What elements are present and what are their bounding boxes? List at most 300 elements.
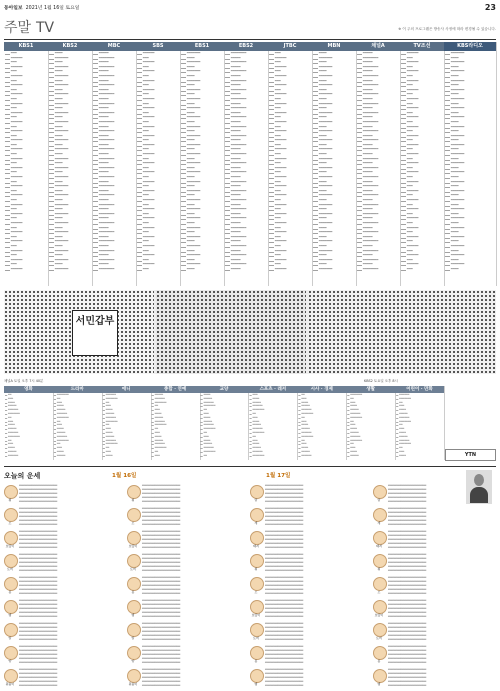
program-line: ▁ ━━━━ <box>53 403 64 408</box>
columnist-photo <box>466 470 492 504</box>
program-line: ▁▁ ━━━━ <box>313 96 327 101</box>
cable-column <box>151 386 201 460</box>
channel-column <box>312 42 357 286</box>
zodiac-entry <box>127 667 246 687</box>
program-line: ▁ ━━ <box>298 392 305 396</box>
program-line: ▁ ━━━━ <box>396 452 406 457</box>
program-line: ▁▁ ━━━━━ <box>93 51 109 55</box>
zodiac-name: 쥐 <box>131 498 135 502</box>
program-line: ▁▁ ━━━━━━━━ <box>357 55 379 60</box>
program-line: ▁▁ ━━━━━━ <box>5 73 23 78</box>
program-line: ▁▁ ━━━ <box>269 170 281 175</box>
program-line: ▁ ━━━━━━━ <box>151 399 167 404</box>
zodiac-icon <box>373 646 387 660</box>
program-line: ▁▁ ━━━━━ <box>357 60 373 65</box>
fortune-text: ━━━━━━━━━━━━━━━━━━━━━━ ━━━━━━━━━━━━━━━━━━━━━━ ━━━━━━━━━━━━━━━━━━━━━━ ━━━━━━━━━━━━━━━━━━━━━━ ━━━━━━━━━━━━━━━━━━━━━━ <box>19 621 58 641</box>
zodiac-icon <box>4 577 18 591</box>
channel-header: MBC <box>92 42 136 51</box>
zodiac-entry <box>4 598 123 620</box>
program-line: ▁ ━━━━━ <box>249 445 261 450</box>
program-line: ▁▁ ━━━━ <box>445 64 459 69</box>
program-line: ▁▁ ━━━ <box>269 60 281 65</box>
program-line: ▁▁ ━━━━━━━ <box>49 230 69 235</box>
program-line: ▁ ━━━ <box>53 422 62 427</box>
program-line: ▁▁ ━━━━━━ <box>5 175 23 180</box>
program-line: ▁▁ ━━━━━━━ <box>49 193 69 198</box>
program-line: ▁▁ ━━━━ <box>49 170 63 175</box>
program-line: ▁▁ ━━━━━━━ <box>49 110 69 115</box>
program-line: ▁▁ ━━━ <box>5 106 17 111</box>
program-line: ▁▁ ━━━━━━━ <box>313 55 333 60</box>
program-line: ▁▁ ━━━━━━━ <box>313 266 333 271</box>
fortune-text: ━━━━━━━━━━━━━━━━━━━━━━ ━━━━━━━━━━━━━━━━━━━━━━ ━━━━━━━━━━━━━━━━━━━━━━ ━━━━━━━━━━━━━━━━━━━━━━ ━━━━━━━━━━━━━━━━━━━━━━ <box>388 644 427 664</box>
program-line: ▁▁ ━━━━ <box>49 152 63 157</box>
program-line: ▁▁ ━━━━━ <box>93 78 109 83</box>
program-line: ▁▁ ━━━━ <box>181 92 195 97</box>
program-line: ▁ ━━━ <box>396 403 405 408</box>
program-line: ▁▁ ━━━━━━ <box>137 179 155 184</box>
program-line: ▁▁ ━━━━━━━━ <box>93 202 115 207</box>
program-line: ▁ ━━━━ <box>396 407 406 412</box>
program-line: ▁▁ ━━━━ <box>49 60 63 65</box>
program-line: ▁▁ ━━━━ <box>445 239 459 244</box>
program-line: ▁▁ ━━━━━━━ <box>445 234 465 239</box>
program-line: ▁▁ ━━━━ <box>181 119 195 124</box>
zodiac-icon <box>250 669 264 683</box>
program-line: ▁▁ ━━━━━━ <box>5 211 23 216</box>
channel-column <box>92 42 137 286</box>
program-line: ▁▁ ━━━━━━━ <box>181 51 201 55</box>
program-line: ▁▁ ━━━━━━━ <box>313 156 333 161</box>
zodiac-entry <box>373 552 466 574</box>
program-line: ▁ ━━━━ <box>102 429 113 434</box>
program-line: ▁▁ ━━━ <box>137 193 149 198</box>
fortune-column <box>4 483 123 687</box>
zodiac-entry <box>127 483 246 505</box>
fortune-text: ━━━━━━━━━━━━━━━━━━━━━━ ━━━━━━━━━━━━━━━━━━━━━━ ━━━━━━━━━━━━━━━━━━━━━━ ━━━━━━━━━━━━━━━━━━━━━━ ━━━━━━━━━━━━━━━━━━━━━━ <box>19 644 58 664</box>
program-line: ▁ ━━━━━━ <box>249 448 263 453</box>
program-line: ▁▁ ━━━━ <box>49 106 63 111</box>
program-line: ▁▁ ━━━━━ <box>357 170 373 175</box>
program-line: ▁▁ ━━━━ <box>49 216 63 221</box>
program-line: ▁ ━━━━━━━ <box>5 433 20 438</box>
program-line: ▁▁ ━━━ <box>401 101 413 106</box>
program-line: ▁ ━━━━━ <box>53 429 66 434</box>
program-line: ▁ ━━━━━ <box>347 407 359 412</box>
cable-header: 생활 <box>346 386 395 393</box>
channel-column <box>224 42 269 286</box>
program-line: ▁▁ ━━━ <box>137 119 149 124</box>
program-line: ▁▁ ━━━━ <box>181 248 195 253</box>
program-line: ▁▁ ━━━━━━━ <box>445 152 465 157</box>
program-line: ▁▁ ━━━━━━━ <box>49 220 69 225</box>
program-line: ▁▁ ━━━━━━━━ <box>357 101 379 106</box>
program-line: ▁▁ ━━━ <box>269 188 281 193</box>
program-line: ▁▁ ━━━━ <box>313 78 327 83</box>
program-line: ▁▁ ━━━━ <box>49 69 63 74</box>
program-line: ▁▁ ━━━ <box>401 83 413 88</box>
program-line: ▁ ━━━━━━ <box>347 433 361 438</box>
program-line: ▁▁ ━━━ <box>5 78 17 83</box>
program-line: ▁▁ ━━━━━━━━ <box>357 83 379 88</box>
cable-column <box>53 386 103 460</box>
zodiac-icon <box>127 623 141 637</box>
program-line: ▁▁ ━━━━━━━ <box>313 138 333 143</box>
program-line: ▁▁ ━━━━ <box>313 152 327 157</box>
fortune-text: ━━━━━━━━━━━━━━━━━━━━━━ ━━━━━━━━━━━━━━━━━━━━━━ ━━━━━━━━━━━━━━━━━━━━━━ ━━━━━━━━━━━━━━━━━━━━━━ ━━━━━━━━━━━━━━━━━━━━━━ <box>142 529 181 549</box>
program-line: ▁▁ ━━━━━━ <box>5 257 23 262</box>
program-line: ▁▁ ━━━ <box>401 266 413 271</box>
zodiac-name: 토끼 <box>7 567 13 571</box>
program-line: ▁▁ ━━━━━━━ <box>181 170 201 175</box>
cable-column <box>4 386 54 460</box>
program-line: ▁ ━━━━━━ <box>200 445 214 450</box>
zodiac-name: 뱀 <box>8 613 12 617</box>
program-line: ▁ ━━ <box>53 441 61 446</box>
zodiac-icon <box>250 577 264 591</box>
program-line: ▁▁ ━━━━━━━ <box>181 225 201 230</box>
program-line: ▁▁ ━━━━━━━ <box>313 110 333 115</box>
zodiac-icon <box>4 485 18 499</box>
program-line: ▁▁ ━━━━ <box>445 175 459 180</box>
program-line: ▁▁ ━━━━ <box>445 129 459 134</box>
program-line: ▁ ━━━━ <box>347 403 357 408</box>
tv-schedule-grid <box>4 42 496 286</box>
photo-3 <box>308 290 496 374</box>
program-line: ▁▁ ━━━━ <box>445 202 459 207</box>
zodiac-name: 뱀 <box>254 682 258 686</box>
fortune-text: ━━━━━━━━━━━━━━━━━━━━━━ ━━━━━━━━━━━━━━━━━━━━━━ ━━━━━━━━━━━━━━━━━━━━━━ ━━━━━━━━━━━━━━━━━━━━━━ ━━━━━━━━━━━━━━━━━━━━━━ <box>142 667 181 687</box>
program-line: ▁▁ ━━━━ <box>181 239 195 244</box>
zodiac-name: 돼지 <box>376 544 382 548</box>
program-line: ▁ ━━━━━ <box>5 426 17 431</box>
program-line: ▁ ━━━━━━ <box>5 429 19 434</box>
zodiac-entry <box>373 483 466 505</box>
program-line: ▁▁ ━━━━━ <box>225 211 241 216</box>
zodiac-name: 쥐 <box>8 498 12 502</box>
zodiac-entry <box>373 598 466 620</box>
program-line: ▁▁ ━━━━━━━ <box>313 101 333 106</box>
program-line: ▁▁ ━━━━━━ <box>137 124 155 129</box>
program-line: ▁▁ ━━━━━ <box>357 87 373 92</box>
program-line: ▁▁ ━━━━ <box>445 119 459 124</box>
program-line: ▁▁ ━━━━━━ <box>5 202 23 207</box>
program-line: ▁▁ ━━━━━━━ <box>181 262 201 267</box>
program-line: ▁▁ ━━━━━━━ <box>49 165 69 170</box>
program-line: ▁ ━━━━━━ <box>5 452 19 457</box>
program-line: ▁▁ ━━━━━━ <box>5 101 23 106</box>
program-line: ▁ ━━ <box>151 448 159 453</box>
fortune-title: 오늘의 운세 <box>4 472 41 480</box>
program-line: ▁ ━━━━━━━ <box>102 395 118 400</box>
program-line: ▁▁ ━━━━━━ <box>5 83 23 88</box>
program-line: ▁▁ ━━━━━━ <box>269 83 287 88</box>
program-line: ▁▁ ━━━━━━━━ <box>357 156 379 161</box>
program-line: ▁▁ ━━━━━━ <box>137 262 155 267</box>
program-line: ▁▁ ━━━━━ <box>225 220 241 225</box>
zodiac-icon <box>373 531 387 545</box>
channel-header: TV조선 <box>400 42 444 51</box>
program-line: ▁ ━━━━━ <box>200 395 213 400</box>
program-line: ▁▁ ━━━━━━━━ <box>357 211 379 216</box>
program-line: ▁▁ ━━━━━━ <box>269 119 287 124</box>
program-line: ▁ ━━ <box>5 392 12 396</box>
program-line: ▁▁ ━━━━ <box>181 129 195 134</box>
program-line: ▁▁ ━━━━━━━ <box>313 147 333 152</box>
program-line: ▁▁ ━━━ <box>269 253 281 258</box>
program-line: ▁▁ ━━━━━━━ <box>445 78 465 83</box>
zodiac-entry <box>4 621 123 643</box>
program-line: ▁▁ ━━━━━━ <box>401 198 419 202</box>
photo-captions <box>4 376 496 384</box>
program-line: ▁▁ ━━━━━ <box>357 124 373 129</box>
channel-header: KBS2 <box>48 42 92 51</box>
program-line: ▁▁ ━━━━━━ <box>5 266 23 271</box>
program-line: ▁▁ ━━━━━━━ <box>313 239 333 244</box>
program-line: ▁▁ ━━━━ <box>181 175 195 180</box>
program-line: ▁ ━━ <box>200 407 207 412</box>
program-line: ▁▁ ━━━━━━━ <box>313 175 333 180</box>
program-line: ▁▁ ━━━━ <box>313 262 327 267</box>
program-line: ▁▁ ━━━━━ <box>357 216 373 221</box>
program-line: ▁ ━━ <box>347 418 354 423</box>
program-line: ▁▁ ━━━ <box>5 179 17 184</box>
notice: ※ 이 주의 프로그램은 방송사 사정에 따라 변경될 수 있습니다. <box>398 27 496 31</box>
program-line: ▁ ━━━━ <box>102 452 113 457</box>
program-line: ▁▁ ━━━━━━ <box>5 92 23 97</box>
fortune-text: ━━━━━━━━━━━━━━━━━━━━━━ ━━━━━━━━━━━━━━━━━━━━━━ ━━━━━━━━━━━━━━━━━━━━━━ ━━━━━━━━━━━━━━━━━━━━━━ ━━━━━━━━━━━━━━━━━━━━━━ <box>265 667 304 687</box>
fortune-text: ━━━━━━━━━━━━━━━━━━━━━━ ━━━━━━━━━━━━━━━━━━━━━━ ━━━━━━━━━━━━━━━━━━━━━━ ━━━━━━━━━━━━━━━━━━━━━━ ━━━━━━━━━━━━━━━━━━━━━━ <box>19 506 58 526</box>
program-line: ▁▁ ━━━ <box>137 175 149 180</box>
program-line: ▁ ━━━━━ <box>5 448 17 453</box>
program-line: ▁ ━━━━━━ <box>151 441 165 446</box>
program-line: ▁▁ ━━━━━━ <box>269 220 287 225</box>
program-line: ▁ ━━ <box>53 395 61 400</box>
program-line: ▁ ━━━━━━━ <box>347 392 363 396</box>
zodiac-entry <box>127 575 246 597</box>
program-line: ▁▁ ━━━ <box>269 133 281 138</box>
program-line: ▁▁ ━━━━━━━ <box>181 179 201 184</box>
program-line: ▁▁ ━━━━ <box>181 138 195 143</box>
program-line: ▁▁ ━━━━━━━━ <box>225 124 247 129</box>
fortune-text: ━━━━━━━━━━━━━━━━━━━━━━ ━━━━━━━━━━━━━━━━━━━━━━ ━━━━━━━━━━━━━━━━━━━━━━ ━━━━━━━━━━━━━━━━━━━━━━ ━━━━━━━━━━━━━━━━━━━━━━ <box>388 506 427 526</box>
program-line: ▁▁ ━━━━━ <box>225 147 241 152</box>
program-line: ▁▁ ━━━━━━━ <box>49 147 69 152</box>
zodiac-entry <box>250 644 369 666</box>
program-line: ▁ ━━ <box>151 426 159 431</box>
program-line: ▁▁ ━━━━━━ <box>269 138 287 143</box>
program-line: ▁▁ ━━━ <box>5 198 17 202</box>
program-line: ▁▁ ━━━━━━ <box>269 92 287 97</box>
zodiac-name: 닭 <box>254 498 258 502</box>
program-line: ▁ ━━━━━━━ <box>5 410 20 415</box>
program-line: ▁▁ ━━━━ <box>181 83 195 88</box>
program-line: ▁▁ ━━━━━━ <box>137 243 155 248</box>
program-line: ▁ ━━━━━━━ <box>396 418 411 423</box>
masthead <box>4 3 496 13</box>
zodiac-icon <box>127 508 141 522</box>
program-line: ▁▁ ━━━━ <box>49 96 63 101</box>
program-line: ▁▁ ━━━━ <box>181 147 195 152</box>
program-line: ▁▁ ━━━━ <box>49 115 63 120</box>
program-line: ▁▁ ━━━━━━━━ <box>225 198 247 202</box>
program-line: ▁▁ ━━━ <box>137 73 149 78</box>
program-line: ▁▁ ━━━━━ <box>357 51 373 55</box>
program-line: ▁▁ ━━━━━ <box>93 124 109 129</box>
program-line: ▁▁ ━━━━━━━━ <box>225 152 247 157</box>
program-line: ▁▁ ━━━━━━━ <box>313 248 333 253</box>
zodiac-icon <box>250 600 264 614</box>
section-header <box>4 15 496 40</box>
program-line: ▁▁ ━━━ <box>269 179 281 184</box>
program-line: ▁▁ ━━━━━ <box>225 175 241 180</box>
program-line: ▁▁ ━━━━━━ <box>137 207 155 212</box>
cable-column <box>346 386 396 460</box>
program-line: ▁▁ ━━━━━━━━ <box>93 156 115 161</box>
program-line: ▁▁ ━━━━━━ <box>5 248 23 253</box>
program-line: ▁▁ ━━━ <box>137 184 149 189</box>
program-line: ▁▁ ━━━━━ <box>357 234 373 239</box>
program-line: ▁▁ ━━━━━━━━ <box>93 175 115 180</box>
zodiac-entry <box>373 529 466 551</box>
program-line: ▁ ━━━━━ <box>396 433 408 438</box>
program-line: ▁▁ ━━━━━ <box>225 55 241 60</box>
zodiac-entry <box>4 506 123 528</box>
program-line: ▁ ━━━ <box>5 441 14 446</box>
program-line: ▁▁ ━━━ <box>137 55 149 60</box>
program-line: ▁▁ ━━━ <box>269 87 281 92</box>
fortune-column <box>127 483 246 687</box>
program-line: ▁ ━━━ <box>249 392 258 396</box>
program-line: ▁▁ ━━━━━ <box>357 78 373 83</box>
program-line: ▁▁ ━━━━━━ <box>5 220 23 225</box>
program-line: ▁▁ ━━━━━━ <box>401 78 419 83</box>
show-logo-badge: 서민갑부 <box>72 310 118 356</box>
program-line: ▁▁ ━━━━━━━ <box>445 69 465 74</box>
zodiac-icon <box>373 669 387 683</box>
program-line: ▁ ━━━ <box>53 445 62 450</box>
program-line: ▁▁ ━━━━━━ <box>401 115 419 120</box>
program-line: ▁▁ ━━━━━━━ <box>313 119 333 124</box>
program-line: ▁▁ ━━━━━━ <box>5 156 23 161</box>
program-line: ▁▁ ━━━━━━━━ <box>357 175 379 180</box>
program-line: ▁▁ ━━━━━━━ <box>313 220 333 225</box>
program-line: ▁▁ ━━━━ <box>49 207 63 212</box>
program-line: ▁▁ ━━━ <box>401 64 413 69</box>
fortune-text: ━━━━━━━━━━━━━━━━━━━━━━ ━━━━━━━━━━━━━━━━━━━━━━ ━━━━━━━━━━━━━━━━━━━━━━ ━━━━━━━━━━━━━━━━━━━━━━ ━━━━━━━━━━━━━━━━━━━━━━ <box>265 621 304 641</box>
zodiac-icon <box>4 600 18 614</box>
program-line: ▁ ━━━━━━ <box>249 403 263 408</box>
fortune-text: ━━━━━━━━━━━━━━━━━━━━━━ ━━━━━━━━━━━━━━━━━━━━━━ ━━━━━━━━━━━━━━━━━━━━━━ ━━━━━━━━━━━━━━━━━━━━━━ ━━━━━━━━━━━━━━━━━━━━━━ <box>19 667 58 687</box>
program-line: ▁▁ ━━━━ <box>49 234 63 239</box>
fortune-column <box>250 483 369 687</box>
program-line: ▁▁ ━━━━━ <box>93 188 109 193</box>
program-line: ▁ ━━ <box>53 418 61 423</box>
program-line: ▁▁ ━━━━━━━ <box>445 253 465 258</box>
program-line: ▁▁ ━━━━ <box>49 198 63 202</box>
program-line: ▁▁ ━━━━━ <box>93 234 109 239</box>
program-line: ▁▁ ━━━━━━ <box>137 198 155 202</box>
program-line: ▁▁ ━━━━━━ <box>269 110 287 115</box>
fortune-text: ━━━━━━━━━━━━━━━━━━━━━━ ━━━━━━━━━━━━━━━━━━━━━━ ━━━━━━━━━━━━━━━━━━━━━━ ━━━━━━━━━━━━━━━━━━━━━━ ━━━━━━━━━━━━━━━━━━━━━━ <box>265 644 304 664</box>
program-line: ▁▁ ━━━━━ <box>225 165 241 170</box>
zodiac-name: 용 <box>254 659 258 663</box>
zodiac-icon <box>4 623 18 637</box>
program-line: ▁▁ ━━━━━ <box>225 239 241 244</box>
program-line: ▁▁ ━━━━━━━ <box>49 64 69 69</box>
zodiac-name: 토끼 <box>376 636 382 640</box>
program-line: ▁▁ ━━━ <box>401 257 413 262</box>
program-line: ▁▁ ━━━━━━━ <box>445 170 465 175</box>
program-line: ▁▁ ━━━━ <box>181 202 195 207</box>
program-line: ▁▁ ━━━ <box>5 152 17 157</box>
program-line: ▁▁ ━━━ <box>137 83 149 88</box>
program-line: ▁ ━━━━━ <box>200 418 213 423</box>
cable-header: 어린이 · 만화 <box>395 386 444 393</box>
zodiac-name: 말 <box>8 636 12 640</box>
program-line: ▁▁ ━━━━━━ <box>5 55 23 60</box>
program-line: ▁▁ ━━━━━ <box>93 243 109 248</box>
fortune-text: ━━━━━━━━━━━━━━━━━━━━━━ ━━━━━━━━━━━━━━━━━━━━━━ ━━━━━━━━━━━━━━━━━━━━━━ ━━━━━━━━━━━━━━━━━━━━━━ ━━━━━━━━━━━━━━━━━━━━━━ <box>19 483 58 503</box>
program-line: ▁▁ ━━━━━━━ <box>49 175 69 180</box>
program-line: ▁ ━━━━━━━ <box>102 418 118 423</box>
program-line: ▁▁ ━━━━━ <box>357 225 373 230</box>
program-line: ▁▁ ━━━━━━ <box>5 230 23 235</box>
program-line: ▁ ━━━━━━ <box>396 414 410 419</box>
program-line: ▁▁ ━━━━━━━ <box>181 152 201 157</box>
program-line: ▁▁ ━━━━━━━ <box>445 207 465 212</box>
program-line: ▁ ━━━ <box>53 399 62 404</box>
program-line: ▁▁ ━━━ <box>137 239 149 244</box>
program-line: ▁ ━━ <box>396 422 403 427</box>
program-line: ▁▁ ━━━━━━━━ <box>225 60 247 65</box>
ad-box: YTN <box>445 449 496 461</box>
program-line: ▁▁ ━━━━━━━ <box>181 69 201 74</box>
zodiac-name: 용 <box>131 590 135 594</box>
program-line: ▁ ━━━━ <box>151 433 162 438</box>
program-line: ▁▁ ━━━━━ <box>225 156 241 161</box>
program-line: ▁▁ ━━━━━━━━ <box>93 230 115 235</box>
program-line: ▁▁ ━━━ <box>137 101 149 106</box>
program-line: ▁▁ ━━━ <box>137 202 149 207</box>
zodiac-entry <box>250 552 369 574</box>
program-line: ▁▁ ━━━━ <box>313 106 327 111</box>
program-line: ▁▁ ━━━ <box>5 87 17 92</box>
program-line: ▁ ━━━━━━ <box>298 452 312 457</box>
program-line: ▁▁ ━━━━━━━ <box>49 138 69 143</box>
program-line: ▁▁ ━━━━━ <box>357 198 373 202</box>
zodiac-icon <box>4 531 18 545</box>
program-line: ▁▁ ━━━━━━━━ <box>93 239 115 244</box>
program-line: ▁▁ ━━━━ <box>445 230 459 235</box>
zodiac-icon <box>373 577 387 591</box>
program-line: ▁▁ ━━━━━━ <box>401 96 419 101</box>
program-line: ▁▁ ━━━━ <box>313 133 327 138</box>
program-line: ▁▁ ━━━━━━ <box>137 133 155 138</box>
program-line: ▁▁ ━━━━ <box>181 266 195 271</box>
program-line: ▁▁ ━━━━━━━━ <box>357 239 379 244</box>
program-line: ▁▁ ━━━ <box>269 198 281 202</box>
program-line: ▁▁ ━━━━ <box>181 73 195 78</box>
program-line: ▁ ━━━ <box>298 441 307 446</box>
program-line: ▁▁ ━━━━━ <box>93 262 109 267</box>
program-line: ▁▁ ━━━━━━ <box>137 78 155 83</box>
fortune-text: ━━━━━━━━━━━━━━━━━━━━━━ ━━━━━━━━━━━━━━━━━━━━━━ ━━━━━━━━━━━━━━━━━━━━━━ ━━━━━━━━━━━━━━━━━━━━━━ ━━━━━━━━━━━━━━━━━━━━━━ <box>388 552 427 572</box>
program-line: ▁▁ ━━━━━━━ <box>445 133 465 138</box>
zodiac-name: 호랑이 <box>5 544 15 548</box>
avatar-head <box>474 474 484 486</box>
program-line: ▁▁ ━━━━ <box>181 110 195 115</box>
